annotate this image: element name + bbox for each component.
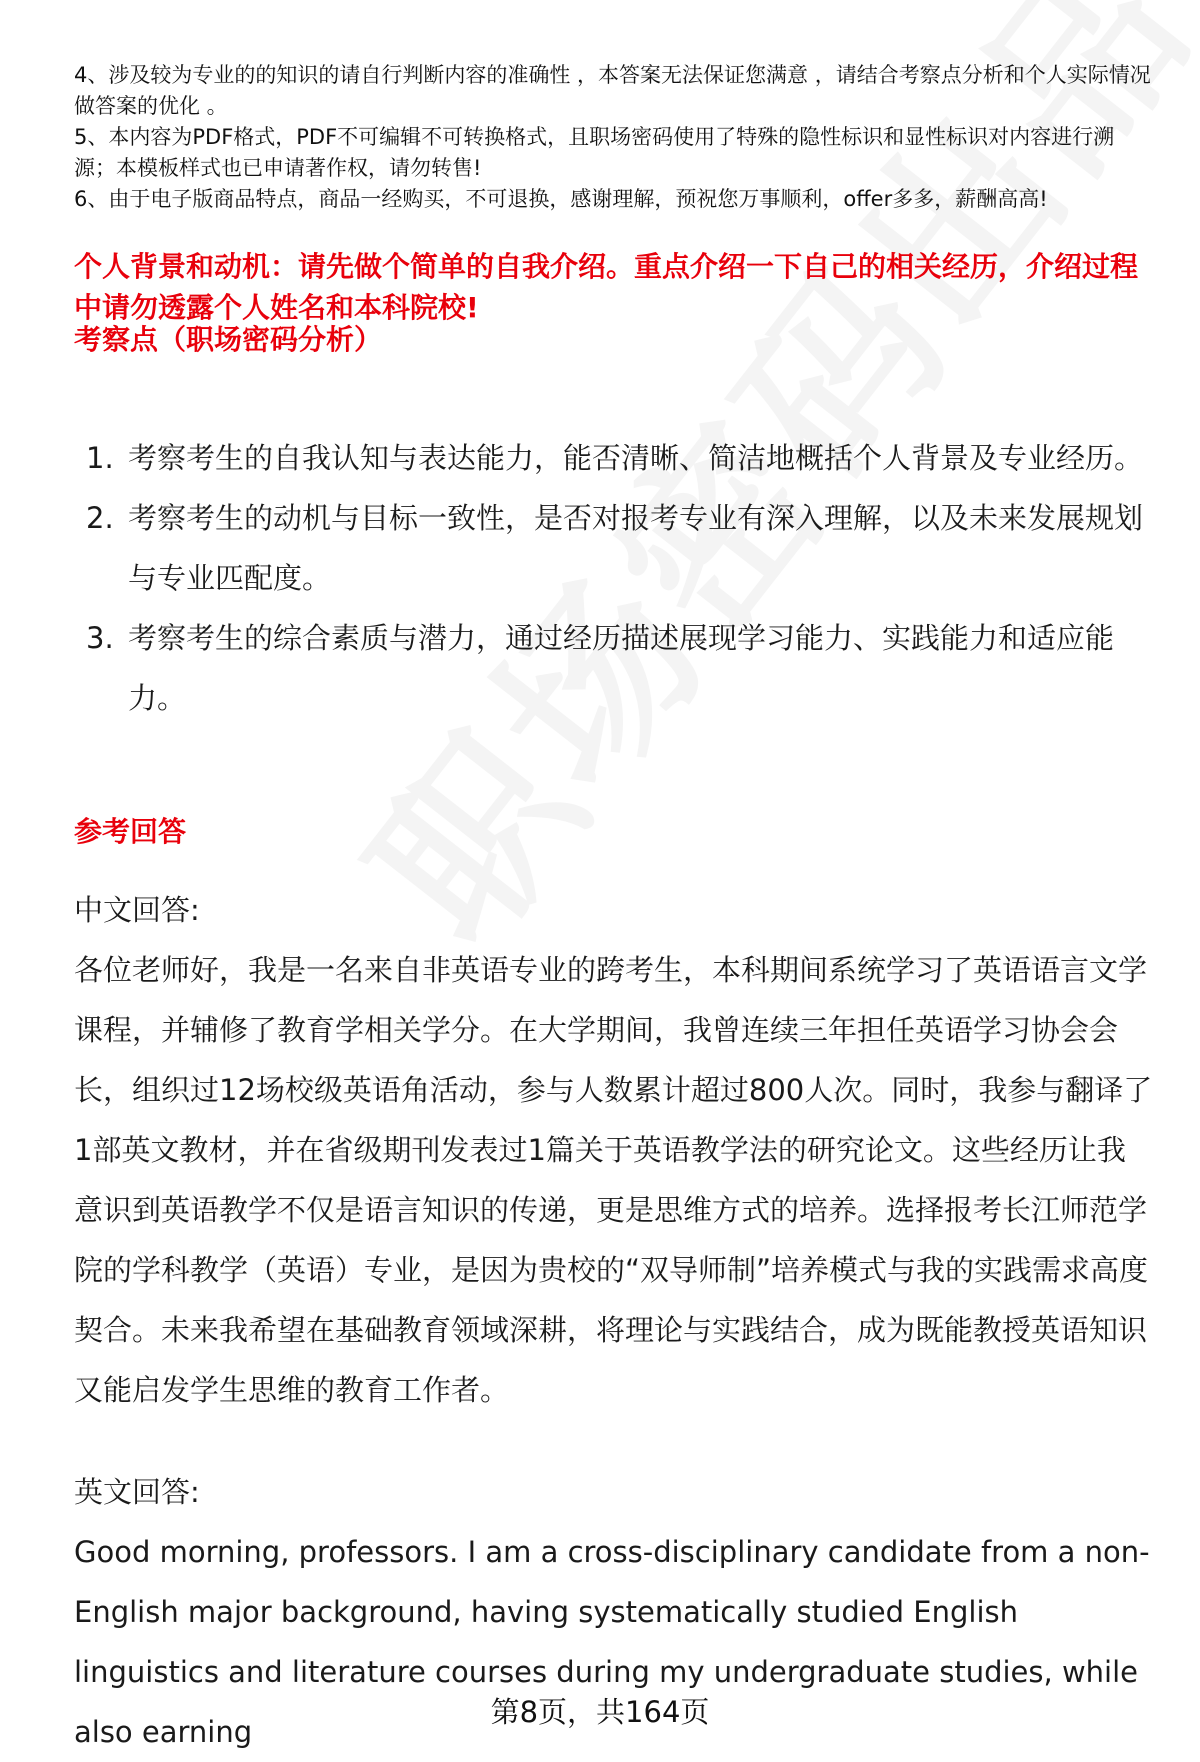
point-number: 3. xyxy=(86,621,114,655)
point-number: 1. xyxy=(86,441,114,475)
analysis-point xyxy=(74,608,1154,728)
question-heading: 个人背景和动机：请先做个简单的自我介绍。重点介绍一下自己的相关经历，介绍过程中请勿透露个人姓名和本科院校! xyxy=(74,250,1139,324)
notice-list xyxy=(74,60,1154,215)
analysis-points xyxy=(74,428,1154,728)
point-text: 考察考生的动机与目标一致性，是否对报考专业有深入理解，以及未来发展规划与专业匹配度。 xyxy=(128,501,1144,595)
analysis-title: 考察点（职场密码分析） xyxy=(74,323,383,356)
english-answer-label: 英文回答: xyxy=(74,1475,200,1509)
analysis-point xyxy=(74,428,1154,488)
english-answer-text: Good morning, professors. I am a cross-disciplinary candidate from a non-English major background, having systematically studied English linguistics and literature courses during my undergraduate studies, while also earning xyxy=(74,1535,1150,1749)
point-number: 2. xyxy=(86,501,114,535)
page-number: 第8页，共164页 xyxy=(490,1695,710,1729)
notice-item: 5、本内容为PDF格式，PDF不可编辑不可转换格式，且职场密码使用了特殊的隐性标识和显性标识对内容进行溯源；本模板样式也已申请著作权，请勿转售! xyxy=(74,125,1115,180)
point-text: 考察考生的综合素质与潜力，通过经历描述展现学习能力、实践能力和适应能力。 xyxy=(128,621,1115,715)
point-text: 考察考生的自我认知与表达能力，能否清晰、简洁地概括个人背景及专业经历。 xyxy=(128,441,1144,475)
chinese-answer-label: 中文回答: xyxy=(74,893,200,927)
chinese-answer-block xyxy=(74,880,1154,1420)
chinese-answer-text: 各位老师好，我是一名来自非英语专业的跨考生，本科期间系统学习了英语语言文学课程，并辅修了教育学相关学分。在大学期间，我曾连续三年担任英语学习协会会长，组织过12场校级英语角活动，参与人数累计超过800人次。同时，我参与翻译了1部英文教材，并在省级期刊发表过1篇关于英语教学法的研究论文。这些经历让我意识到英语教学不仅是语言知识的传递，更是思维方式的培养。选择报考长江师范学院的学科教学（英语）专业，是因为贵校的“双导师制”培养模式与我的实践需求高度契合。未来我希望在基础教育领域深耕，将理论与实践结合，成为既能教授英语知识又能启发学生思维的教育工作者。 xyxy=(74,953,1153,1407)
notice-item: 4、涉及较为专业的的知识的请自行判断内容的准确性 ，本答案无法保证您满意 ，请结合考察点分析和个人实际情况做答案的优化 。 xyxy=(74,63,1151,118)
answer-title: 参考回答 xyxy=(74,815,187,848)
notice-item: 6、由于电子版商品特点，商品一经购买，不可退换，感谢理解，预祝您万事顺利，offer多多，薪酬高高! xyxy=(74,187,1048,211)
analysis-point xyxy=(74,488,1154,608)
